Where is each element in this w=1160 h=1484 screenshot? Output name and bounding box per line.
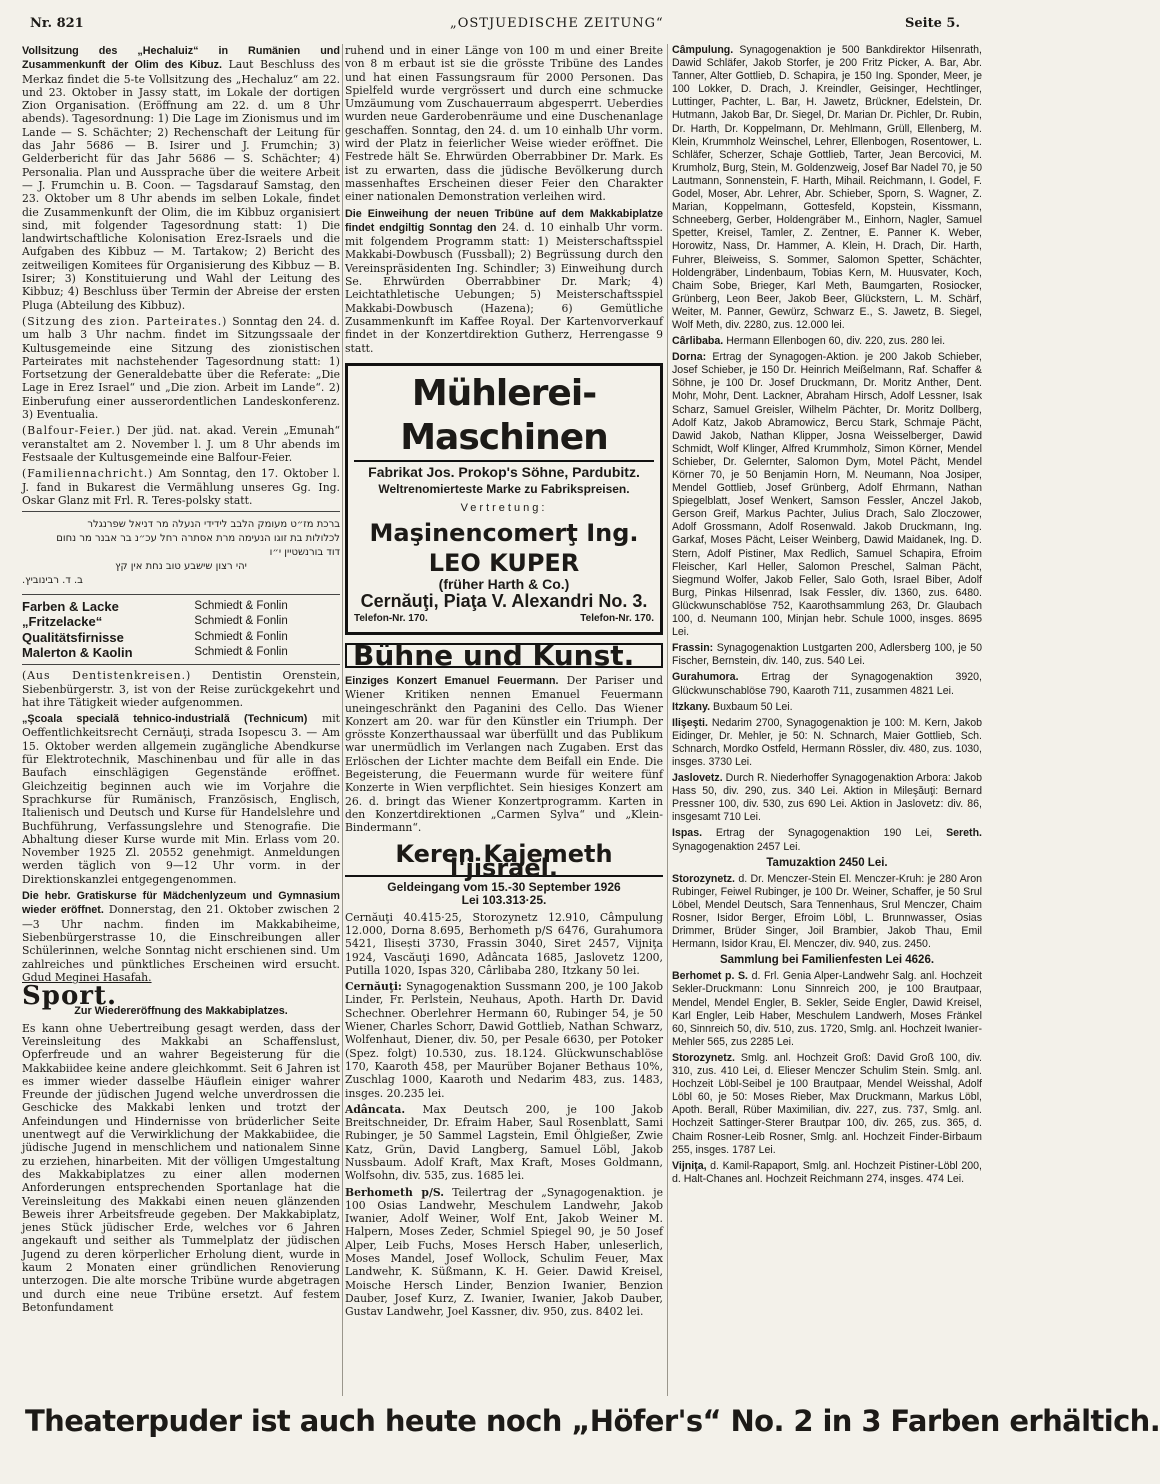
donation-list: Teilertrag der „Synagogenaktion. je 100 Osias Landwehr, Meschulem Landwehr, Jakob Iwanier, Adolf Weiner, Wolf Ent, Jakob Weiner M. Halpern, Moses Zeder, Schmiel Spiegel 90, je 50 Josef Alper, Leib Fuchs, Moses Hersch Haber, unleserlich, Moses Mandel, Josef Wollock, Schulim Feuer, Max Landwehr, K. Süßmann, K. H. Geier. Dawid Kreisel, Moische Hersch Linder, Benzion Iwanier, Benzion Dauber, Josef Kurz, Z. Iwanier, Iwanier, Jakob Dauber, Gustav Landwehr, Joel Kassner, div. 950, zus. 8402 lei. — [345, 1185, 663, 1319]
newspaper-title: „OSTJUEDISCHE ZEITUNG“ — [450, 16, 664, 31]
hebrew-signature: ב. ד. רבינוביץ. — [22, 575, 83, 587]
donation-list: Ertrag der Synagogenaktion 3920, Glückwunschablöse 790, Kaaroth 711, zusammen 4821 Lei. — [672, 671, 982, 697]
donation-list: Durch R. Niederhoffer Synagogenaktion Arbora: Jakob Hass 50, div. 290, zus. 340 Lei. Aktion in Mileşăuţi: Bernard Pressner 100, div. 530, zus 690 Lei. Aktion in Jaslovetz: div. 86, insgesamt 710 Lei. — [672, 772, 982, 824]
article-body: Der Pariser und Wiener Kritiken nennen Emanuel Feuermann uneingeschränkt den Paganini des Cello. Das Wiener Konzert am 20. war für den Künstler ein Triumph. Der grösste Konzerthaussaal war überfüllt und das Publikum war unermüdlich im Verlangen nach Zugaben. Erst das Erlöschen der Lichter machte dem Beifall ein Ende. Die Begeisterung, die Feuermann wurde für weitere fünf Konzerte in Wien verpflichtet. Sein hiesiges Konzert am 26. d. bringt das Wiener Konzertprogramm. Karten in den Konzertdirektionen „Carmen Sylva“ und „Klein-Bindermann“. — [345, 673, 664, 835]
donation-vijnita — [672, 1160, 982, 1186]
hebrew-line: לכלולות בת זוגו הנעימה מרת אסתרה רחל עכ״נ בר אבנר מר נחום — [56, 533, 340, 545]
donation-list: d. Kamil-Rapaport, Smlg. anl. Hochzeit Pistiner-Löbl 200, d. Halt-Chanes anl. Hochzeit Reichmann 274, insges. 474 Lei. — [672, 1159, 982, 1185]
keren-total: Lei 103.313·25. — [461, 893, 547, 908]
keren-summary: Cernăuţi 40.415·25, Storozynetz 12.910, Câmpulung 12.000, Dorna 8.695, Berhometh p/S 6476, Gurahumora 5421, Ilisești 3730, Frassin 3040, Siret 2457, Vijniţa 1924, Vascăuţi 1690, Adâncata 1685, Jaslovetz 1200, Putilla 1020, Ispas 320, Cârlibaba 280, Itzkany 50 lei. — [345, 910, 663, 977]
section-title-familienfeste: Sammlung bei Familienfesten Lei 4626. — [719, 954, 935, 967]
divider — [22, 594, 340, 595]
ad-firm: Schmiedt & Fonlin — [194, 600, 288, 613]
hebrew-line: יהי רצון שישבע טוב נחת אין קץ — [115, 561, 247, 573]
page-number: Seite 5. — [905, 16, 960, 31]
issue-number: Nr. 821 — [30, 16, 84, 31]
article-familiennachricht — [22, 467, 340, 507]
ad-representation: Vertretung: — [460, 502, 548, 515]
hebrew-line: ברכת מז״ט מעומק הלבב לידידי הנעלה מר דניאל שפרנגלר — [87, 519, 340, 531]
ad-product: Farben & Lacke — [22, 599, 119, 615]
article-body: Dentistin Orenstein, Siebenbürgerstr. 3, ist von der Reise zurückgekehrt und hat ihre Tätigkeit wieder aufgenommen. — [22, 669, 340, 709]
article-sport-body: Es kann ohne Uebertreibung gesagt werden, dass der Vereinsleitung des Makkabi an Schaffenslust, Opferfreude und an wahrer Begeisterung für die Makkabiidee keine andere gleichkommt. Seit 6 Jahren ist es immer wieder dasselbe Häuflein einiger wahrer Freunde der jüdischen Jugend welche unverdrossen die Geschicke des Makkabi lenken und trotzt der Anfeindungen und Hindernisse von brüderlicher Seite unentwegt auf die Verwirklichung der Makkabiidee, die jüdische Jugend in menschlichem und nationalem Sinne zu erziehen, hinarbeiten. Mit der völligen Umgestaltung des Makkabiplatzes zu einer allen modernen Anforderungen entsprechenden Sportanlage hat die Vereinsleitung des Makkabi einen neuen glänzenden Beweis ihrer Arbeitsfreude gegeben. Der Makkabiplatz, jenes Stück jüdischer Erde, welches vor 6 Jahren angekauft und seither als Tummelplatz der jüdischen Jugend zu deren körperlicher Erholung dient, wurde in kaum 2 Monaten einer gründlichen Renovierung unterzogen. Die alte morsche Tribüne wurde abgetragen und durch eine neue Tribüne ersetzt. Auf festem Betonfundament — [22, 1021, 340, 1314]
town-name: Berhomet p. S. — [672, 970, 748, 983]
ad-telephone — [354, 612, 654, 625]
paint-ad — [22, 599, 340, 660]
ad-brand: Weltrenomierteste Marke zu Fabrikspreisen. — [378, 482, 630, 497]
article-body: Sonntag den 24. d. um halb 3 Uhr nachm. findet im Sitzungssaale der Kultusgemeinde eine Sitzung des zionistischen Parteirates mit nachstehender Tagesordnung statt: 1) Fortsetzung der Generaldebatte über die Referate: „Die Lage in Erez Israel“ und „Die zion. Arbeit im Lande“. 2) Einberufung einer ausserordentlichen Landeskonferenz. 3) Eventualia. — [22, 314, 340, 422]
town-name: Berhometh p/S. — [345, 1185, 445, 1199]
article-lead: (Sitzung des zion. Parteirates.) — [22, 314, 228, 328]
section-title-tamuz: Tamuzaktion 2450 Lei. — [766, 856, 888, 869]
hebrew-line: דוד בורנשטיין י״ו — [269, 547, 340, 559]
article-hechaluz — [22, 44, 340, 312]
ad-agent: Maşinencomerţ Ing. LEO KUPER — [369, 518, 639, 577]
town-name: Ilişeşti. — [672, 716, 708, 729]
ad-former-name: (früher Harth & Co.) — [438, 575, 570, 592]
article-title: Die hebr. Gratiskurse für Mädchenlyzeum und Gymnasium wieder eröffnet. — [22, 890, 340, 917]
ad-telephone-right: Telefon-Nr. 170. — [580, 613, 654, 625]
section-heading-buehne: Bühne und Kunst. — [345, 643, 663, 668]
town-name: Jaslovetz. — [672, 772, 723, 785]
donation-ilisesti — [672, 717, 982, 769]
donation-list: Synagogenaktion je 500 Bankdirektor Hilsenrath, Dawid Schläfer, Jakob Storfer, je 200 Fritz Picker, A. Bar, Abr. Tanner, Alter Gottlieb, D. Schapira, je 150 Ing. Sponder, Meer, je 100 Lokker, D. Drach, J. Kreindler, Geisinger, Hechtlinger, Luttinger, Pachter, L. Bar, H. Jawetz, Brückner, Edelstein, Dr. Hutmann, Jakob Bar, Dr. Siegel, Dr. Marian Dr. Pichler, Dr. Rubin, Dr. Harth, Dr. Koppelmann, Dr. Mehlmann, Grüll, Ellenberg, M. Klein, Krummholz Weinschel, Lehrer, Ellenbogen, Rosentower, L. Schläfer, Scherzer, Schaje Gottlieb, Tarter, Jean Bercovici, M. Krumholz, Burg, Stein, M. Goldenzweig, Josef Bar Nadel 70, je 50 Lautmann, Sonnenstein, F. Harth, Mihail. Reichmann, I. Godel, F. Godel, Moser, Abr. Lehrer, Abr. Schieber, Sporn, S. Wagner, Z. Marian, Koppelmann, Gottesfeld, Kopstein, Kissmann, Schneeberg, Gerber, Holdengräber M., Einhorn, Nagler, Samuel Spetter, Kreisel, Tamler, Z. Zentner, E. Panner K. Weber, Horowitz, Nass, Dr. Hammer, A. Klein, H. Drach, Dir. Harth, Fuhrer, Bleiweiss, S. Sommer, Salomon Spetter, Schächter, Holdengräber, Lindenbaum, Tobias Kern, M. Huusvater, Koch, Chaim Sobe, Brieger, Karl Meth, Baumgarten, Rosiocker, Grünberg, Leon Beer, Jakob Beer, Glückstern, L. M. Schärf, Weiter, M. Panner, Gewürz, Schwarz E., S. Jawetz, B. Siegel, Wolf Meth, div. 2280, zus. 12.000 lei. — [672, 44, 982, 331]
article-scoala — [22, 712, 340, 886]
article-body: 24. d. 10 einhalb Uhr vorm. mit folgendem Programm statt: 1) Meisterschaftsspiel Makkabi-Dowbusch (Fussball); 2) Begrüssung durch den Vereinspräsidenten Ing. Schindler; 3) Einweihung durch Se. Ehrwürden Oberrabbiner Dr. Mark; 4) Leichtathletische Uebungen; 5) Meisterschaftsspiel Makkabi-Dowbusch (Hazena); 6) Gemütliche Zusammenkunft im Kaffee Royal. Der Kartenvorverkauf findet in der Konzertdirektion Gutherz, Herrengasse 9 statt. — [345, 220, 663, 355]
ad-row — [22, 614, 340, 629]
donation-frassin — [672, 642, 982, 668]
muehlerei-ad — [345, 363, 663, 635]
donation-storozynetz-family — [672, 1052, 982, 1157]
town-name: Ispas. — [672, 827, 703, 840]
ad-row — [22, 599, 340, 614]
ad-telephone-left: Telefon-Nr. 170. — [354, 613, 428, 625]
footer-advertisement: Theaterpuder ist auch heute noch „Höfer's“ No. 2 in 3 Farben erhältich. — [25, 1404, 1160, 1438]
donation-list: Nedarim 2700, Synagogenaktion je 100: M. Kern, Jakob Eidinger, Dr. Mehler, je 50: N. Schnarch, Maier Gottlieb, Sch. Schnarch, Mordko Ostfeld, Hermann Rössler, div. 480, zus. 1030, insges. 3730 Lei. — [672, 716, 982, 768]
article-balfour — [22, 424, 340, 464]
ad-product: Qualitätsfirnisse — [22, 629, 124, 645]
article-title: „Şcoala specială tehnico-industrială (Technicum) — [22, 713, 308, 726]
column-middle — [345, 44, 663, 1396]
article-title: Vollsitzung des „Hechaluiz“ in Rumänien und Zusammenkunft der Olim des Kibuz. — [22, 45, 340, 72]
donation-list: Synagogenaktion Lustgarten 200, Adlersberg 100, je 50 Fischer, Bernstein, div. 140, zus. 540 Lei. — [672, 642, 982, 668]
town-name: Adâncata. — [345, 1102, 406, 1116]
town-name: Itzkany. — [672, 700, 711, 713]
town-name: Sereth. — [946, 827, 982, 840]
donation-dorna — [672, 351, 982, 639]
section-heading-keren: Keren Kajemeth l'jisrael. — [345, 848, 663, 877]
donation-jaslovetz — [672, 772, 982, 824]
donation-carlibaba — [672, 335, 982, 348]
article-lead: (Aus Dentistenkreisen.) — [22, 669, 192, 683]
column-divider — [342, 44, 343, 1396]
ad-address: Cernăuţi, Piaţa V. Alexandri No. 3. — [360, 591, 648, 612]
donation-berhomet — [345, 1186, 663, 1319]
donation-ispas — [672, 827, 982, 853]
column-divider — [667, 44, 668, 1396]
ad-row — [22, 645, 340, 660]
article-title: Die Einweihung der neuen Tribüne auf dem Makkabiplatze findet endgiltig Sonntag den — [345, 207, 663, 234]
divider — [22, 664, 340, 665]
donation-berhomet-family — [672, 970, 982, 1049]
ad-firm: Schmiedt & Fonlin — [194, 630, 288, 643]
article-einweihung — [345, 207, 663, 355]
article-body: Laut Beschluss des Merkaz findet die 5-te Vollsitzung des „Hechaluz“ am 22. und 23. Oktober in Jassy statt, im Lokale der dortigen Zion Organisation. (Eröffnung am 22. d. um 8 Uhr abends). Tagesordnung: 1) Die Lage im Zionismus und im Lande — S. Schächter; 2) Rechenschaft der Leitung für das Jahr 5686 — B. Isirer und J. Frumchin; 3) Gelderbericht für das Jahr 5686 — S. Schächter; 4) Personalia. Plan und Aussprache über die weitere Arbeit — J. Frumchin u. B. Coon. — Tagsdarauf Samstag, den 23. Oktober um 8 Uhr abends im selben Lokale, findet die Zusammenkunft der Olim, die im Kibbuz organisiert sind, mit folgender Tagesordnung statt: 1) Die landwirtschaftliche Kolonisation Erez-Israels und die Aufgaben des Kibbuz — M. Tartakow; 2) Bericht des zeitweiligen Komitees für Organisierung des Kibbuz — B. Isirer; 3) Konstituierung und Wahl der Leitung des Kibbuz; 4) Beschluss über Termin der Abreise der ersten Pluga (Abteilung des Kibbuz). — [22, 58, 340, 312]
article-lead: (Balfour-Feier.) — [22, 424, 122, 438]
ad-row — [22, 630, 340, 645]
donation-campulung — [672, 44, 982, 332]
article-body: Der jüd. nat. akad. Verein „Emunah“ veranstaltet am 2. November l. J. um 8 Uhr abends im Festsaale der Kultusgemeinde eine Balfour-Feier. — [22, 424, 340, 464]
article-title: Einziges Konzert Emanuel Feuermann. — [345, 674, 559, 687]
donation-list: Hermann Ellenbogen 60, div. 220, zus. 280 lei. — [726, 335, 946, 348]
ad-product: Malerton & Kaolin — [22, 644, 133, 660]
masthead — [30, 14, 970, 38]
donation-list: Ertrag der Synagogen-Aktion. je 200 Jakob Schieber, Josef Schieber, je 150 Dr. Heinrich Meißelmann, Raf. Schaffer & Söhne, je 100 Dr. Josef Druckmann, Dr. Moritz Anther, Dent. Mohr, Mohr, Dent. Lackner, Abraham Hirsch, Adolf Lessner, Isak Scharz, Samuel Greisler, Wilhelm Pächter, Dr. Moritz Dollberg, Adolf Katz, Jakob Abramowicz, Bercu Stark, Schmaje Pächt, Dawid Jakob, Nathan Klipper, Josna Weisselberger, Dawid Schmidt, Wolf Klinger, Alfred Krummholz, Simon Körner, Mendel Schieber, Dr. Gelernter, Salomon Dym, Motel Pächt, Mendel Körner 70, je 50 Benjamin Horn, M. Neumann, Noa Josiper, Mendel Gottlieb, Josef Grünberg, Adolf Ehrmann, Nathan Spiegelblatt, Josef Wenkert, Samson Fessler, Anczel Jakob, Gerson Greif, Markus Pachter, Julius Drach, Salo Zloczower, Adolf Grossmann, Adolf Rosenwald. Jakob Druckmann, Ing. Garkaf, Moses Pächt, Leiser Weinberg, Dawid Maidanek, Ing. D. Stern, Adolf Pistiner, Max Redlich, Samuel Schapira, Efroim Fleischer, Karl Heller, Salomon Preschel, Salman Pächt, Siegmund Wolfer, Jakob Feller, Salo Goth, Israel Biber, Adolf Burg, Pinkas Hilsenrad, Isak Fessler, div. 1360, zus. 6480. Glückwunschablöse 752, Kaarothsammlung 263, Dr. Glaubach 100, d. Neumann 100, Minjan hebr. Schule 1000, insges. 8695 Lei. — [672, 351, 982, 639]
donation-list: Synagogenaktion Sussmann 200, je 100 Jakob Linder, Fr. Perlstein, Neuhaus, Apoth. Harth Dr. David Schechner. Oberlehrer Hermann 60, Rubinger 54, je 50 Wiener, Charles Schorr, Dawid Gottlieb, Nathan Schwarz, Wolfenhaut, Diener, div. 50, per Pesale 6630, per Potoker (Spez. folgt) 10.530, zus. 18.124. Glückwunschablöse 170, Kaaroth 458, per Maurüber Bojaner Bethaus 10%, Zuschlag 1000, Kaaroth und Nedarim 483, zus. 1483, insges. 20.235 lei. — [345, 980, 663, 1100]
column-right — [672, 44, 982, 1396]
ad-firm: Schmiedt & Fonlin — [194, 615, 288, 628]
town-name: Frassin: — [672, 642, 714, 655]
article-konzert — [345, 674, 663, 835]
town-name: Dorna: — [672, 351, 707, 364]
column-left — [22, 44, 340, 1396]
town-name: Cernăuţi: — [345, 980, 402, 994]
donation-gurahumora — [672, 671, 982, 697]
town-name: Vijniţa, — [672, 1159, 707, 1172]
town-name: Câmpulung. — [672, 44, 734, 56]
article-tribune-continued: ruhend und in einer Länge von 100 m und einer Breite von 8 m erbaut ist sie die grösste Tribüne des Landes und hat einen Fassungsraum für 2000 Personen. Das Spielfeld wurde vergrössert und durch eine schmucke Umzäumung vom Zuschauerraum abgesperrt. Ueberdies wurden neue Garderobenräume und eine Duschenanlage geschaffen. Sonntag, den 24. d. um 10 einhalb Uhr vorm. wird der Platz in feierlicher Weise wieder eröffnet. Die Festrede hält Se. Ehrwürden Oberrabbiner Dr. Mark. Es ist zu erwarten, dass die jüdische Bevölkerung durch massenhaftes Erscheinen dieser Feier den Charakter einer nationalen Demonstration verleihen wird. — [345, 44, 663, 204]
article-title: Zur Wiedereröffnung des Makkabiplatzes. — [74, 1005, 288, 1018]
donation-list: Ertrag der Synagogenaktion 190 Lei, — [715, 827, 933, 840]
ad-headline: Mühlerei-Maschinen — [354, 372, 654, 462]
article-dentist — [22, 669, 340, 709]
town-name: Storozynetz. — [672, 1051, 735, 1064]
donation-list: Buxbaum 50 Lei. — [713, 700, 793, 713]
article-body: Donnerstag, den 21. Oktober zwischen 2—3 Uhr nachm. finden im Makkabiheime, Siebenbürgerstrasse 10, die Einschreibungen aller Schülerinnen, welche Sonntag nicht erschienen sind. Um zahlreiches und pünktliches Erscheinen wird ersucht. — [22, 903, 340, 971]
article-lead: (Familiennachricht.) — [22, 467, 154, 481]
town-name: Storozynetz. — [672, 872, 735, 885]
donation-list: Synagogenaktion 2457 Lei. — [672, 840, 801, 853]
donation-list: d. Dr. Menczer-Stein El. Menczer-Kruh: je 280 Aron Rubinger, Feiwel Rubinger, je 100 Dr. Weiner, Schaffer, je 50 Srul Löbel, Mendel Deutsch, Sara Tennenhaus, Srul Menczer, Chaim Rosner, Isidor Berger, Efroim Löbl, L. Brunnwasser, Osias Drimmer, Brüder Singer, Joil Brambier, Jakob Thau, Emil Hermann, Isidor Krau, El. Menczer, div. 940, zus. 2450. — [672, 872, 982, 951]
ad-firm: Schmiedt & Fonlin — [194, 645, 288, 658]
article-signature: Gdud Meginei Hasafah. — [22, 970, 152, 984]
divider — [22, 511, 340, 512]
section-heading-sport: Sport. — [22, 981, 118, 1012]
article-zion-parteirat — [22, 315, 340, 421]
donation-list: d. Frl. Genia Alper-Landwehr Salg. anl. Hochzeit Sekler-Druckmann: Lonu Sinnreich 200, je 100 Brautpaar, Mendel, Mendel Engler, B. Sekler, Seide Engler, Dawid Kreisel, Karl Engler, Leib Haber, Meschulem Landwerh, Moses Fränkel 60, Sinnreich 50, div. 510, zus. 1720, Smlg. anl. Hochzeit Iwanier-Mehler 565, zus 2285 Lei. — [672, 970, 982, 1048]
donation-list: Max Deutsch 200, je 100 Jakob Breitschneider, Dr. Efraim Haber, Saul Rosenblatt, Sami Rubinger, je 50 Sammel Lagstein, Emil Öhlgießer, Zwie Katz, Grün, David Langberg, Samuel Löbl, Jakob Nussbaum. Adolf Kraft, Max Kraft, Moses Goldmann, Wolfsohn, div. 535, zus. 1685 lei. — [345, 1102, 663, 1183]
article-hebr-kurse — [22, 889, 340, 984]
keren-period: Geldeingang vom 15.-30 September 1926 — [387, 880, 621, 895]
ad-product: „Fritzelacke“ — [22, 614, 103, 630]
ad-subtitle: Fabrikat Jos. Prokop's Söhne, Pardubitz. — [368, 463, 640, 480]
donation-cernauti — [345, 980, 663, 1100]
article-body: Am Sonntag, den 17. Oktober l. J. fand in Bukarest die Vermählung unseres Gg. Ing. Oskar Glanz mit Frl. R. Teres-polsky statt. — [22, 467, 341, 507]
donation-itzkany — [672, 701, 982, 714]
donation-storozynetz-tamuz — [672, 873, 982, 952]
hebrew-greeting — [22, 518, 340, 588]
donation-list: Smlg. anl. Hochzeit Groß: David Groß 100, div. 310, zus. 410 Lei, d. Elieser Menczer Schulim Stein. Smlg. anl. Hochzeit Löbl-Seibel je 100 Brautpaar, Mendel Weisshal, Adolf Löbl 60, je 50: Moses Rieber, Max Druckmann, Markus Löbl, Apoth. Berall, Rüber Maximilian, div. 227, zus. 737, Smlg. anl. Hochzeit Sattinger-Sterer Brautpar 100, div. 265, zus. 365, d. Chaim Rosner-Leib Rosner, Smlg. anl. Hochzeit Finder-Birbaum 255, insges. 1787 Lei. — [672, 1051, 982, 1156]
article-body: mit Oeffentlichkeitsrecht Cernăuţi, strada Isopescu 3. — Am 15. Oktober werden allgemein zugängliche Abendkurse für Elektrotechnik, Maschinenbau und für alle in das Baufach einschlägigen Gegenstände eröffnet. Gleichzeitig beginnen auch wie im Vorjahre die Sprachkurse für Rumänisch, Französisch, Englisch, Italienisch und Deutsch und Kurse für Handelslehre und Buchführung, Verfassungslehre und Stenografie. Die Abhaltung dieser Kurse wurde mit Min. Erlass vom 20. November 1925 Zl. 20552 genehmigt. Anmeldungen werden täglich von 9—12 Uhr vorm. in der Direktionskanzlei entgegengenommen. — [22, 712, 340, 886]
town-name: Cârlibaba. — [672, 335, 724, 348]
town-name: Gurahumora. — [672, 671, 739, 684]
donation-adancata — [345, 1103, 663, 1183]
